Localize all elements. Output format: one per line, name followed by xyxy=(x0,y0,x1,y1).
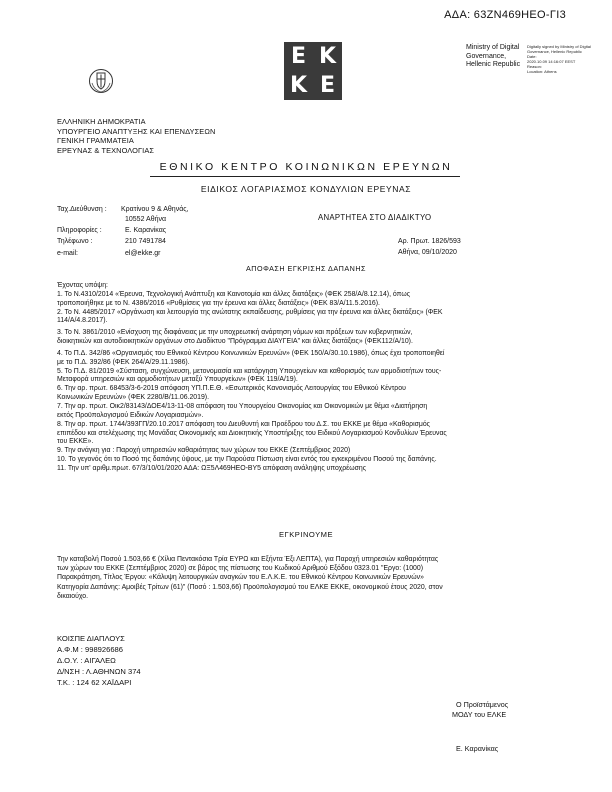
consideration-line: εκτός Προϋπολογισμού Ειδικών Λογαριασμών». xyxy=(57,411,204,419)
approval-line: Παρακράτηση, Τίτλος Έργου: «Κάλυψη λειτουργικών αναγκών του Ε.Λ.Κ.Ε. του Εθνικού Κέντρου Κοινωνικών Ερευνών» xyxy=(57,574,424,582)
consideration-line: επιπέδου και στελέχωσης της Μονάδας Οικονομικής και Διοικητικής Υποστήριξης του Ειδικού Λογαριασμού Κονδυλίων Έρευνας xyxy=(57,429,447,437)
address-line: 10552 Αθήνα xyxy=(125,216,167,223)
consideration-line: 9. Την ανάγκη για : Παροχή υπηρεσιών καθαριότητας των χώρων του ΕΚΚΕ (Σεπτέμβριος 2020) xyxy=(57,447,351,455)
signatory-name: Ε. Καρανίκας xyxy=(456,744,499,753)
consideration-line: 114/Α/4.8.2017). xyxy=(57,317,108,325)
approval-text xyxy=(57,555,582,601)
ekke-logo xyxy=(284,42,342,100)
header-line: ΓΕΝΙΚΗ ΓΡΑΜΜΑΤΕΙΑ xyxy=(57,136,134,146)
address-label: Ταχ.Διεύθυνση : xyxy=(57,206,107,213)
posting-notice: ΑΝΑΡΤΗΤΕΑ ΣΤΟ ΔΙΑΔΙΚΤΥΟ xyxy=(318,213,432,222)
signatory-role-line: Ο Προϊστάμενος xyxy=(456,700,509,709)
signature-detail-line: Reason: xyxy=(527,64,542,69)
logo-letter: K xyxy=(318,43,337,69)
consideration-line: 4. Το Π.Δ. 342/86 «Οργανισμός του Εθνικού Κέντρου Κοινωνικών Ερευνών» (ΦΕΚ 150/Α/30.10.1986), όπως έχει τροποποιηθεί xyxy=(57,349,445,357)
institute-title: ΕΘΝΙΚΟ ΚΕΝΤΡΟ ΚΟΙΝΩΝΙΚΩΝ ΕΡΕΥΝΩΝ xyxy=(159,161,453,173)
phone-value: 210 7491784 xyxy=(125,238,166,245)
info-label: Πληροφορίες : xyxy=(57,227,102,234)
signatory-role-line: ΜΟΔΥ του ΕΛΚΕ xyxy=(452,709,507,719)
email-value: el@ekke.gr xyxy=(125,250,161,257)
consideration-line: 1. Το Ν.4310/2014 «Έρευνα, Τεχνολογική Ανάπτυξη και Καινοτομία και άλλες διατάξεις» (ΦΕΚ 258/Α/8.12.14), όπως xyxy=(57,290,411,298)
consideration-line: 5. Το Π.Δ. 81/2019 «Σύσταση, συγχώνευση, μετονομασία και κατάργηση Υπουργείων και καθορισμός των αρμοδιοτήτων τους- xyxy=(57,367,442,375)
divider xyxy=(150,176,460,177)
issuer-line: Ministry of Digital xyxy=(466,44,520,51)
signature-detail-line: Location: Athens xyxy=(527,69,557,74)
account-subtitle: ΕΙΔΙΚΟΣ ΛΟΓΑΡΙΑΣΜΟΣ ΚΟΝΔΥΛΙΩΝ ΕΡΕΥΝΑΣ xyxy=(200,184,412,194)
logo-letter: K xyxy=(289,72,308,98)
info-value: Ε. Καρανίκας xyxy=(125,227,167,234)
consideration-line: 8. Την αρ. πρωτ. 1744/393ΓΠ/20.10.2017 απόφαση του Διευθυντή και Προέδρου του Δ.Σ. του ΕΚΚΕ με θέμα «Καθορισμός xyxy=(57,420,430,428)
considerations-intro: Έχοντας υπόψη: xyxy=(57,282,108,289)
approval-line: δικαιούχο. xyxy=(57,592,89,600)
considerations xyxy=(57,282,577,474)
logo-letter: E xyxy=(319,72,336,98)
consideration-line: του ΕΚΚΕ». xyxy=(57,438,94,446)
consideration-line: τροποποιήθηκε με το Ν. 4386/2016 «Ρυθμίσεις για την έρευνα και άλλες διατάξεις» (ΦΕΚ 83/Α/11.5.2016). xyxy=(57,299,380,307)
signature-detail-line: 2020.10.09 14:16:07 EEST xyxy=(527,59,576,64)
header-line: ΥΠΟΥΡΓΕΙΟ ΑΝΑΠΤΥΞΗΣ ΚΑΙ ΕΠΕΝΔΥΣΕΩΝ xyxy=(57,126,216,136)
signature-issuer xyxy=(466,44,520,70)
hellenic-emblem-icon xyxy=(88,68,114,94)
consideration-line: 6. Την αρ. πρωτ. 68453/3-6-2019 απόφαση ΥΠ.Π.Ε.Θ. «Εσωτερικός Κανονισμός Λειτουργίας του Εθνικού Κέντρου xyxy=(57,385,406,393)
beneficiary-details xyxy=(57,633,141,688)
beneficiary-address: Δ/ΝΣΗ : Λ.ΑΘΗΝΩΝ 374 xyxy=(57,667,141,676)
approval-line: των χώρων του ΕΚΚΕ (Σεπτέμβριος 2020) σε βάρος της πίστωσης του Κωδικού Αριθμού Εξόδου 0323.01 "Εργο: (1000) xyxy=(57,565,424,573)
protocol-number: Αρ. Πρωτ. 1826/593 xyxy=(398,238,461,245)
header-line: ΕΡΕΥΝΑΣ & ΤΕΧΝΟΛΟΓΙΑΣ xyxy=(57,145,155,155)
beneficiary-postal: Τ.Κ. : 124 62 ΧΑΪΔΑΡΙ xyxy=(57,678,132,687)
issuer-line: Governance, xyxy=(466,52,507,60)
consideration-line: Κοινωνικών Ερευνών» (ΦΕΚ 2280/Β/11.06.2019). xyxy=(57,394,209,402)
ada-code: ΑΔΑ: 63ΖΝ469ΗΕΟ-ΓΙ3 xyxy=(444,9,566,21)
consideration-line: 7. Την αρ. πρωτ. Οικ2/83143/ΔΟΕ4/13-11-08 απόφαση του Υπουργείου Οικονομίας και Οικονομικών με θέμα «Διατήρηση xyxy=(57,402,428,410)
signature-details xyxy=(527,44,593,74)
consideration-line: με το Π.Δ. 392/86 (ΦΕΚ 264/Α/29.11.1986). xyxy=(57,358,190,366)
issuer-line: Hellenic Republic xyxy=(466,61,521,68)
signature-detail-line: Digitally signed by Ministry of Digital xyxy=(527,44,591,49)
consideration-line: 3. Το Ν. 3861/2010 «Ενίσχυση της διαφάνειας με την υποχρεωτική ανάρτηση νόμων και πράξεων των κυβερνητικών, xyxy=(57,329,413,337)
beneficiary-name: ΚΟΙΣΠΕ ΔΙΑΠΛΟΥΣ xyxy=(57,634,125,643)
approve-title: ΕΓΚΡΙΝΟΥΜΕ xyxy=(278,530,334,539)
contact-info xyxy=(57,205,257,265)
consideration-line: 10. Το γεγονός ότι το Ποσό της δαπάνης ύψους, με την Παρούσα Πίστωση είναι εντός του εγκεκριμένου Ποσού της δαπάνης. xyxy=(57,456,437,464)
decision-title: ΑΠΟΦΑΣΗ ΕΓΚΡΙΣΗΣ ΔΑΠΑΝΗΣ xyxy=(246,264,366,273)
consideration-line: 2. Το Ν. 4485/2017 «Οργάνωση και λειτουργία της ανώτατης εκπαίδευσης, ρυθμίσεις για την έρευνα και άλλες διατάξεις» (ΦΕΚ xyxy=(57,308,443,316)
consideration-line: Μεταφορά υπηρεσιών και αρμοδιοτήτων μεταξύ Υπουργείων» (ΦΕΚ 119/Α/19). xyxy=(57,376,298,384)
signature-detail-line: Date: xyxy=(527,54,537,59)
approval-line: Την καταβολή Ποσού 1.503,66 € (Χίλια Πεντακόσια Τρία ΕΥΡΩ και Εξήντα Έξι ΛΕΠΤΑ), για Παροχή υπηρεσιών καθαριότητας xyxy=(57,556,439,563)
header-line: ΕΛΛΗΝΙΚΗ ΔΗΜΟΚΡΑΤΙΑ xyxy=(57,117,146,126)
beneficiary-vat: Α.Φ.Μ : 998926686 xyxy=(57,645,124,654)
document-date: Αθήνα, 09/10/2020 xyxy=(398,249,457,256)
logo-letter: E xyxy=(290,43,307,69)
beneficiary-tax-office: Δ.Ο.Υ. : ΑΙΓΑΛΕΩ xyxy=(57,656,116,665)
address-line: Κρατίνου 9 & Αθηνάς, xyxy=(121,206,189,213)
approval-line: Κατηγορία Δαπάνης: Αμοιβές Τρίτων (61)" (Ποσό : 1.503,66) Προϋπολογισμού του ΕΛΚΕ ΕΚΚΕ, οικονομικού έτους 2020, στον xyxy=(57,583,443,591)
ministry-header xyxy=(57,117,215,155)
email-label: e-mail: xyxy=(57,250,79,257)
consideration-line: 11. Την υπ' αριθμ.πρωτ. 67/3/10/01/2020 ΑΔΑ: ΩΞ5Λ469ΗΕΟ-ΒΥ5 απόφαση ανάληψης υποχρέωσης xyxy=(57,464,367,472)
signatory-role xyxy=(452,700,508,719)
phone-label: Τηλέφωνο : xyxy=(57,238,93,245)
signature-detail-line: Governance, Hellenic Republic xyxy=(527,49,582,54)
consideration-line: διοικητικών και αυτοδιοικητικών οργάνων στο Διαδίκτυο "Πρόγραμμα ΔΙΑΥΓΕΙΑ" και άλλες διατάξεις» (ΦΕΚ112/Α/10). xyxy=(57,338,413,346)
